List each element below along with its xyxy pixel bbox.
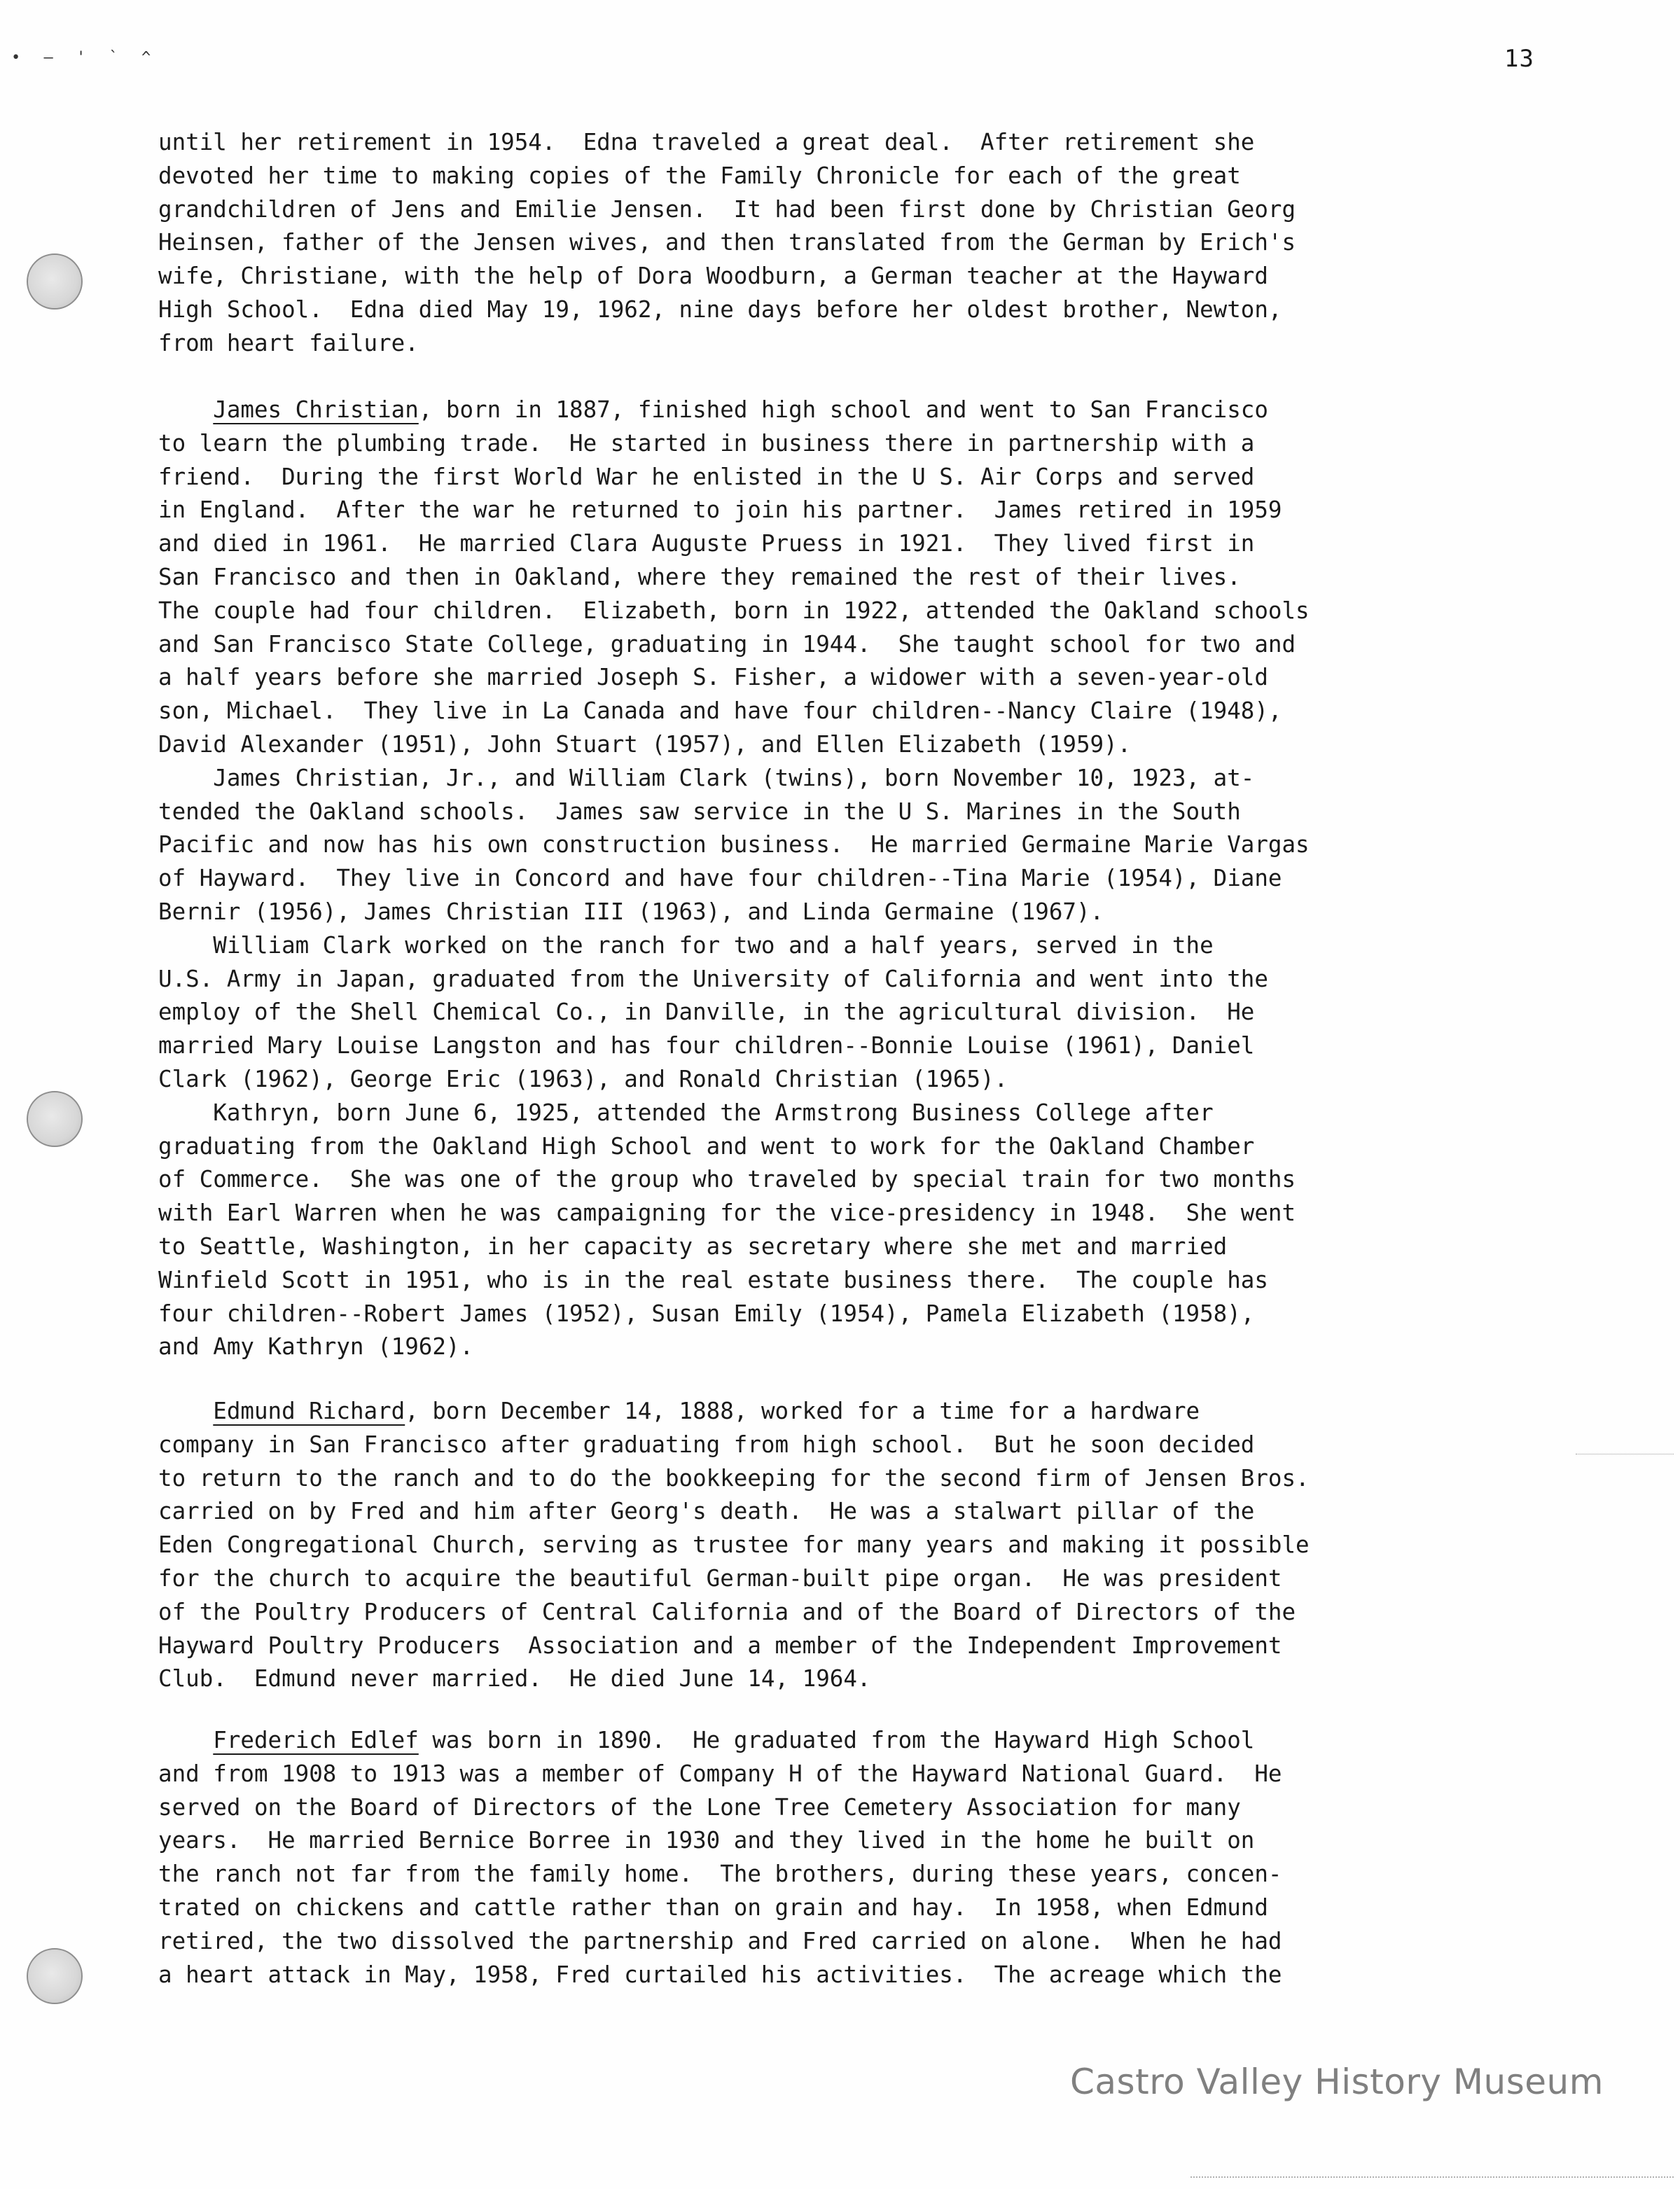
person-name-frederich-edlef: Frederich Edlef (213, 1727, 419, 1753)
paragraph-james-text: , born in 1887, finished high school and went to San Francisco to learn the plumbing trade. He started in business there in partnership with a friend. During the first World War he enlisted in the U S. Air Corps and served in England. After the war he returned to join his partner. James retired in 1959 and died in 1961. He married Clara Auguste Pruess in 1921. They lived first in San Francisco and then in Oakland, where they remained the rest of their lives. The couple had four children. Elizabeth, born in 1922, attended the Oakland schools and San Francisco State College, graduating in 1944. She taught school for two and a half years before she married Joseph S. Fisher, a widower with a seven-year-old son, Michael. They live in La Canada and have four children--Nancy Claire (1948), David Alexander (1951), John Stuart (1957), and Ellen Elizabeth (1959). James Christian, Jr., and William Clark (twins), born November 10, 1923, at- tended the Oakland schools. James saw service in the U S. Marines in the South Pacific and now has his own construction business. He married Germaine Marie Vargas of Hayward. They live in Concord and have four children--Tina Marie (1954), Diane Bernir (1956), James Christian III (1963), and Linda Germaine (1967). William Clark worked on the ranch for two and a half years, served in the U.S. Army in Japan, graduated from the University of California and went into the employ of the Shell Chemical Co., in Danville, in the agricultural division. He married Mary Louise Langston and has four children--Bonnie Louise (1961), Daniel Clark (1962), George Eric (1963), and Ronald Christian (1965). Kathryn, born June 6, 1925, attended the Armstrong Business College after graduating from the Oakland High School and went to work for the Oakland Chamber of Commerce. She was one of the group who traveled by special train for two months with Earl Warren when he was campaigning for the vice-presidency in 1948. She went to Seattle, Washington, in her capacity as secretary where she met and married Winfield Scott in 1951, who is in the real estate business there. The couple has four children--Robert James (1952), Susan Emily (1954), Pamela Elizabeth (1958), and Amy Kathryn (1962). (158, 396, 1310, 1361)
paragraph-frederich-text: was born in 1890. He graduated from the Hayward High School and from 1908 to 1913 was a member of Company H of the Hayward National Guard. He served on the Board of Directors of the Lone Tree Cemetery Association for many years. He married Bernice Borree in 1930 and they lived in the home he built on the ranch not far from the family home. The brothers, during these years, concen- trated on chickens and cattle rather than on grain and hay. In 1958, when Edmund retired, the two dissolved the partnership and Fred carried on alone. When he had a heart attack in May, 1958, Fred curtailed his activities. The acreage which the (158, 1727, 1282, 1988)
punch-hole-bottom (27, 1948, 83, 2004)
paragraph-edmund-richard (158, 1395, 1566, 1696)
punch-hole-middle (27, 1091, 83, 1147)
person-name-edmund-richard: Edmund Richard (213, 1398, 405, 1424)
paragraph-edmund-text: , born December 14, 1888, worked for a time for a hardware company in San Francisco after graduating from high school. But he soon decided to return to the ranch and to do the bookkeeping for the second firm of Jensen Bros. carried on by Fred and him after Georg's death. He was a stalwart pillar of the Eden Congregational Church, serving as trustee for many years and making it possible for the church to acquire the beautiful German-built pipe organ. He was president of the Poultry Producers of Central California and of the Board of Directors of the Hayward Poultry Producers Association and a member of the Independent Improvement Club. Edmund never married. He died June 14, 1964. (158, 1398, 1310, 1693)
paragraph-edna-text: until her retirement in 1954. Edna traveled a great deal. After retirement she devoted her time to making copies of the Family Chronicle for each of the great grandchildren of Jens and Emilie Jensen. It had been first done by Christian Georg Heinsen, father of the Jensen wives, and then translated from the German by Erich's wife, Christiane, with the help of Dora Woodburn, a German teacher at the Hayward High School. Edna died May 19, 1962, nine days before her oldest brother, Newton, from heart failure. (158, 129, 1296, 356)
person-name-james-christian: James Christian (213, 396, 419, 423)
bottom-edge-line (1190, 2176, 1674, 2178)
paragraph-frederich-edlef (158, 1724, 1566, 1992)
museum-watermark: Castro Valley History Museum (1070, 2062, 1604, 2102)
scan-marks: • ‒ ' ` ^ (11, 49, 158, 67)
paragraph-edna (158, 126, 1566, 361)
punch-hole-top (27, 253, 83, 310)
page-number: 13 (1504, 45, 1534, 73)
paragraph-james-christian (158, 394, 1566, 1364)
